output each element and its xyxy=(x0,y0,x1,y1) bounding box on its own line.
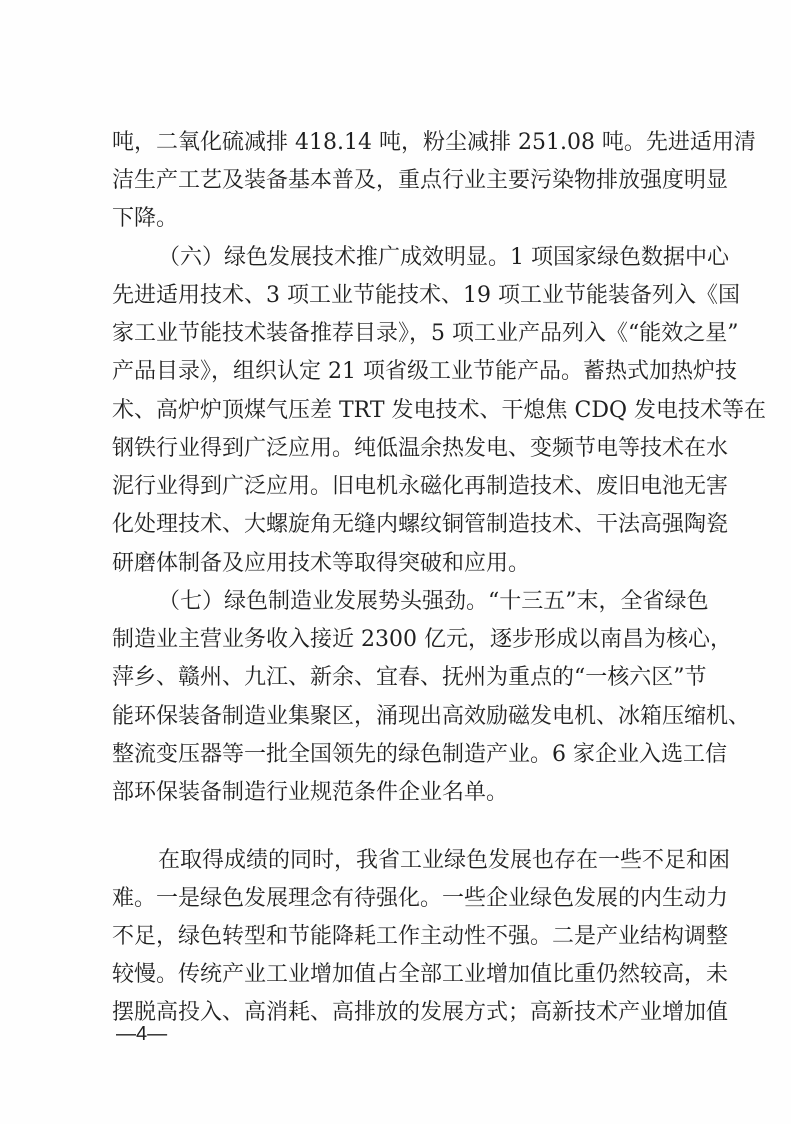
section-seven-first-line: （七）绿色制造业发展势头强劲。“十三五”末，全省绿色 xyxy=(158,589,709,614)
text-line: 产品目录》，组织认定 21 项省级工业节能产品。蓄热式加热炉技 xyxy=(112,359,737,384)
text-line: 化处理技术、大螺旋角无缝内螺纹铜管制造技术、干法高强陶瓷 xyxy=(112,512,729,537)
text-line: 钢铁行业得到广泛应用。纯低温余热发电、变频节电等技术在水 xyxy=(112,436,729,461)
text-line: 洁生产工艺及装备基本普及，重点行业主要污染物排放强度明显 xyxy=(112,168,729,193)
text-line: 摆脱高投入、高消耗、高排放的发展方式；高新技术产业增加值 xyxy=(112,1000,729,1025)
text-line: 难。一是绿色发展理念有待强化。一些企业绿色发展的内生动力 xyxy=(112,886,729,911)
text-line: 能环保装备制造业集聚区，涌现出高效励磁发电机、冰箱压缩机、 xyxy=(112,704,751,729)
text-line: 吨，二氧化硫减排 418.14 吨，粉尘减排 251.08 吨。先进适用清 xyxy=(112,130,756,155)
text-line: 研磨体制备及应用技术等取得突破和应用。 xyxy=(112,551,531,576)
text-line: 萍乡、赣州、九江、新余、宜春、抚州为重点的“一核六区”节 xyxy=(112,665,707,690)
page-number: —4— xyxy=(116,1023,168,1045)
text-line: 不足，绿色转型和节能降耗工作主动性不强。二是产业结构调整 xyxy=(112,924,729,949)
text-line: 家工业节能技术装备推荐目录》，5 项工业产品列入《“能效之星” xyxy=(112,321,739,346)
text-line: 部环保装备制造行业规范条件企业名单。 xyxy=(112,780,509,805)
text-line: 术、高炉炉顶煤气压差 TRT 发电技术、干熄焦 CDQ 发电技术等在 xyxy=(112,398,767,423)
text-line: 下降。 xyxy=(112,206,179,231)
text-line: 制造业主营业务收入接近 2300 亿元，逐步形成以南昌为核心， xyxy=(112,627,732,652)
text-line: 较慢。传统产业工业增加值占全部工业增加值比重仍然较高，未 xyxy=(112,962,729,987)
text-line: 泥行业得到广泛应用。旧电机永磁化再制造技术、废旧电池无害 xyxy=(112,474,729,499)
text-line: 整流变压器等一批全国领先的绿色制造产业。6 家企业入选工信 xyxy=(112,742,727,767)
text-line: 先进适用技术、3 项工业节能技术、19 项工业节能装备列入《国 xyxy=(112,283,740,308)
section-six-first-line: （六）绿色发展技术推广成效明显。1 项国家绿色数据中心 xyxy=(158,245,729,270)
text-line: 在取得成绩的同时，我省工业绿色发展也存在一些不足和困 xyxy=(158,848,731,873)
